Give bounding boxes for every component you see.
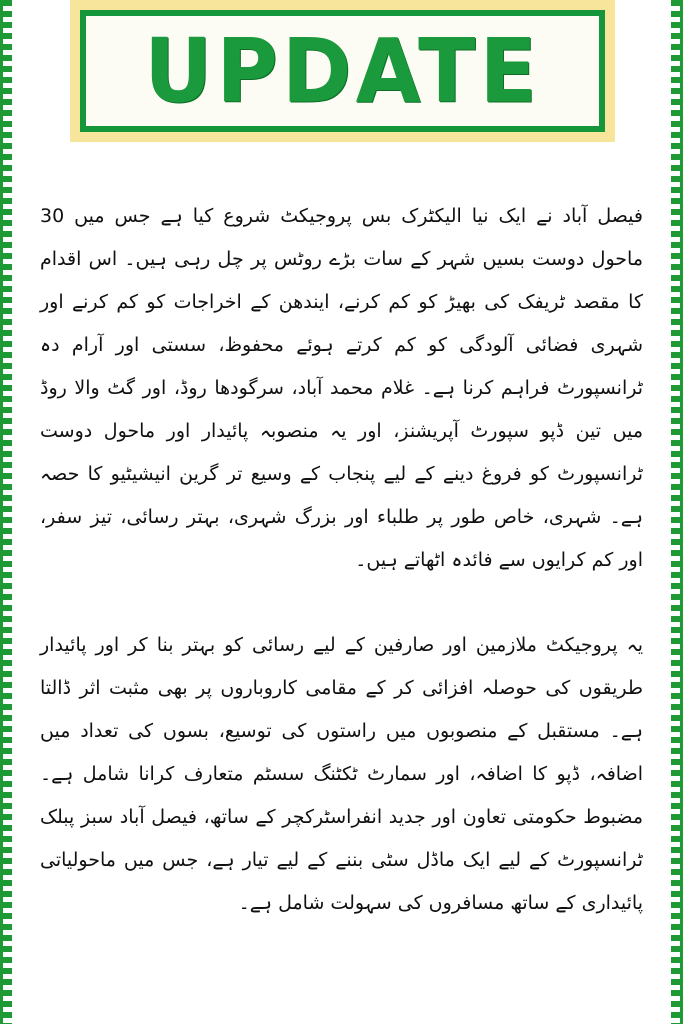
update-banner xyxy=(70,0,615,142)
left-border-decoration xyxy=(0,0,12,1024)
update-banner-frame xyxy=(80,10,605,132)
article-body xyxy=(40,195,643,925)
article-paragraph-1: فیصل آباد نے ایک نیا الیکٹرک بس پروجیکٹ شروع کیا ہے جس میں 30 ماحول دوست بسیں شہر کے سات بڑے روٹس پر چل رہی ہیں۔ اس اقدام کا مقصد ٹریفک کی بھیڑ کو کم کرنے، ایندھن کے اخراجات کو کم کرنے اور شہری فضائی آلودگی کو کم کرتے ہوئے محفوظ، سستی اور آرام دہ ٹرانسپورٹ فراہم کرنا ہے۔ غلام محمد آباد، سرگودھا روڈ، اور گٹ والا روڈ میں تین ڈپو سپورٹ آپریشنز، اور یہ منصوبہ پائیدار اور ماحول دوست ٹرانسپورٹ کو فروغ دینے کے لیے پنجاب کے وسیع تر گرین انیشیٹیو کا حصہ ہے۔ شہری، خاص طور پر طلباء اور بزرگ شہری، بہتر رسائی، تیز سفر، اور کم کرایوں سے فائدہ اٹھاتے ہیں۔ xyxy=(40,205,643,571)
banner-title: UPDATE xyxy=(144,19,541,123)
right-border-decoration xyxy=(671,0,683,1024)
article-paragraph-2: یہ پروجیکٹ ملازمین اور صارفین کے لیے رسائی کو بہتر بنا کر اور پائیدار طریقوں کی حوصلہ افزائی کر کے مقامی کاروباروں پر بھی مثبت اثر ڈالتا ہے۔ مستقبل کے منصوبوں میں راستوں کی توسیع، بسوں کی تعداد میں اضافہ، ڈپو کا اضافہ، اور سمارٹ ٹکٹنگ سسٹم متعارف کرانا شامل ہے۔ مضبوط حکومتی تعاون اور جدید انفراسٹرکچر کے ساتھ، فیصل آباد سبز پبلک ٹرانسپورٹ کے لیے ایک ماڈل سٹی بننے کے لیے تیار ہے، جس میں ماحولیاتی پائیداری کے ساتھ مسافروں کی سہولت شامل ہے۔ xyxy=(40,634,643,914)
